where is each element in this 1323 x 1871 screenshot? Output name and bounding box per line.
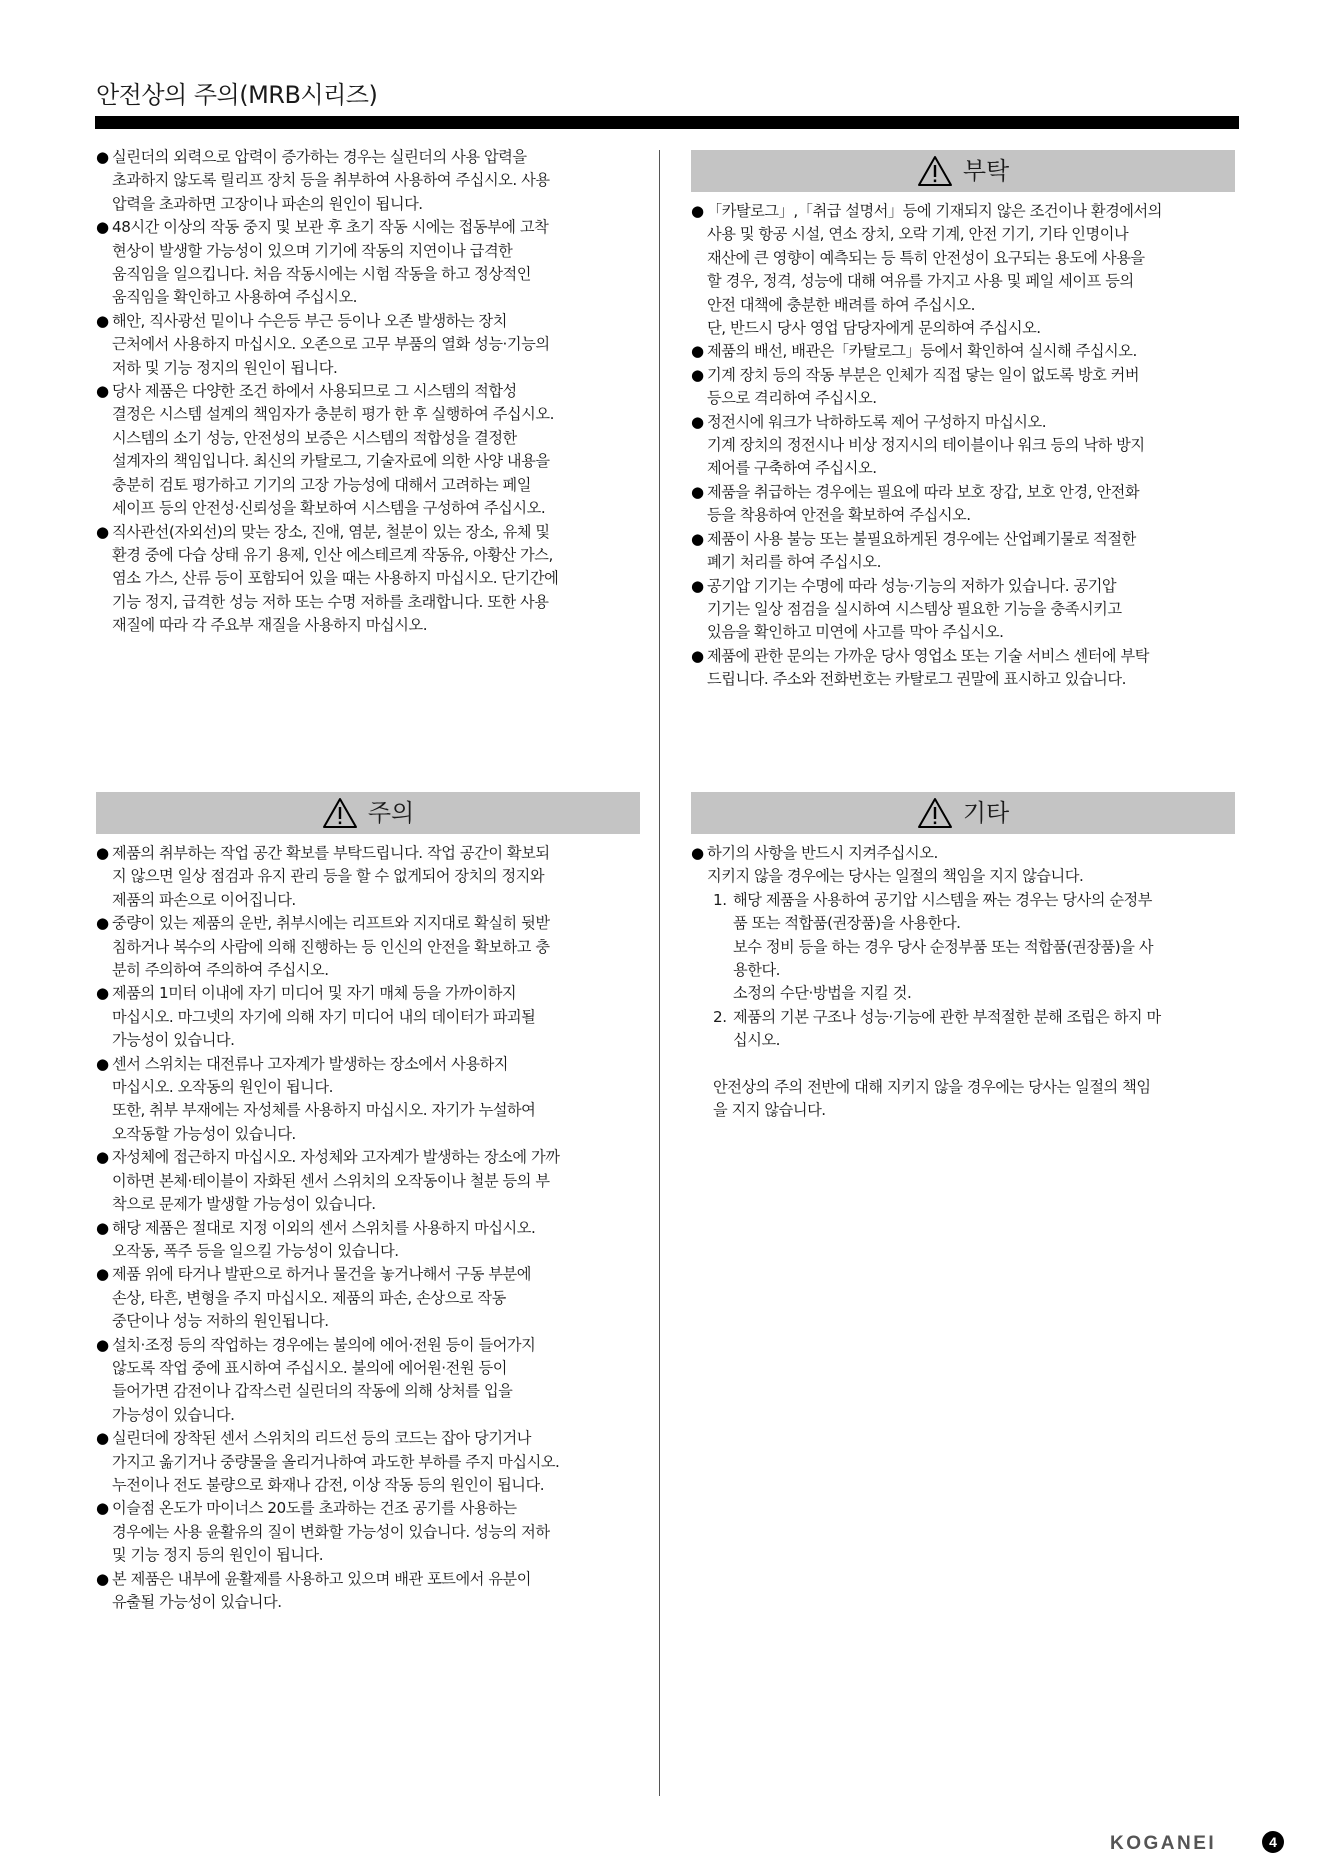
bullet-icon: ●	[691, 412, 704, 431]
other-closing: 안전상의 주의 전반에 대해 지키지 않을 경우에는 당사는 일절의 책임 을 지지 않습니다.	[713, 1077, 1151, 1120]
svg-text:KOGANEI: KOGANEI	[1110, 1833, 1217, 1851]
list-item: ● 제품을 취급하는 경우에는 필요에 따라 보호 장갑, 보호 안경, 안전화 등을 착용하여 안전을 확보하여 주십시오.	[691, 482, 1140, 525]
list-item: ● 「카탈로그」,「취급 설명서」등에 기재되지 않은 조건이나 환경에서의 사용 및 항공 시설, 연소 장치, 오락 기계, 안전 기기, 기타 인명이나 재산에 큰 영향이 예측되는 등 특히 안전성이 요구되는 용도에 사용을 할 경우, 정격, 성능에 대해 여유를 가지고 사용 및 페일 세이프 등의 안전 대책에 충분한 배려를 하여 주십시오. 단, 반드시 당사 영업 담당자에게 문의하여 주십시오.	[691, 202, 1162, 338]
warning-triangle-icon	[322, 797, 358, 829]
request-list	[691, 200, 1235, 692]
left-top-section	[96, 146, 640, 638]
list-item: ● 실린더에 장착된 센서 스위치의 리드선 등의 코드는 잡아 당기거나 가지고 옮기거나 중량물을 올리거나하여 과도한 부하를 주지 마십시오. 누전이나 전도 불량으로 화재나 감전, 이상 작동 등의 원인이 됩니다.	[96, 1429, 560, 1494]
column-divider	[659, 150, 660, 1796]
list-item: ● 직사관선(자외선)의 맞는 장소, 진애, 염분, 철분이 있는 장소, 유체 및 환경 중에 다습 상태 유기 용제, 인산 에스테르계 작동유, 아황산 가스, 염소 가스, 산류 등이 포함되어 있을 때는 사용하지 마십시오. 단기간에 기능 정지, 급격한 성능 저하 또는 수명 저하를 초래합니다. 또한 사용 재질에 따라 각 주요부 재질을 사용하지 마십시오.	[96, 522, 559, 635]
list-item: ● 정전시에 워크가 낙하하도록 제어 구성하지 마십시오. 기계 장치의 정전시나 비상 정지시의 테이블이나 워크 등의 낙하 방지 제어를 구축하여 주십시오.	[691, 412, 1145, 478]
bullet-icon: ●	[96, 1218, 109, 1237]
bullet-icon: ●	[691, 202, 704, 220]
list-item: ● 제품의 취부하는 작업 공간 확보를 부탁드립니다. 작업 공간이 확보되 지 않으면 일상 점검과 유지 관리 등을 할 수 없게되어 장치의 정지와 제품의 파손으로 이어집니다.	[96, 844, 550, 909]
bullet-icon: ●	[96, 218, 109, 237]
bullet-icon: ●	[96, 1499, 109, 1518]
bullet-icon: ●	[96, 844, 109, 862]
bullet-icon: ●	[691, 576, 704, 595]
other-title: 기타	[962, 799, 1010, 827]
bullet-icon: ●	[96, 311, 109, 330]
other-intro-note: 지키지 않을 경우에는 당사는 일절의 책임을 지지 않습니다.	[707, 867, 1084, 886]
list-item: ● 제품 위에 타거나 발판으로 하거나 물건을 놓거나해서 구동 부분에 손상, 타흔, 변형을 주지 마십시오. 제품의 파손, 손상으로 작동 중단이나 성능 저하의 원인됩니다.	[96, 1265, 531, 1331]
caution-list	[96, 842, 640, 1614]
bullet-icon: ●	[96, 1335, 109, 1354]
bullet-icon: ●	[96, 1569, 109, 1588]
list-item: ● 본 제품은 내부에 윤활제를 사용하고 있으며 배관 포트에서 유분이 유출될 가능성이 있습니다.	[96, 1569, 531, 1611]
bullet-icon: ●	[96, 522, 109, 541]
request-section	[691, 150, 1235, 692]
bullet-icon: ●	[96, 1429, 109, 1448]
warning-triangle-icon	[917, 797, 953, 829]
numbered-item: 1. 해당 제품을 사용하여 공기압 시스템을 짜는 경우는 당사의 순정부 품 또는 적합품(권장품)을 사용한다. 보수 정비 등을 하는 경우 당사 순정부품 또는 적합품(권장품)을 사 용한다. 소정의 수단·방법을 지킬 것.	[713, 890, 1154, 1003]
koganei-logo	[1110, 1833, 1252, 1851]
page-title: 안전상의 주의(MRB시리즈)	[96, 81, 378, 109]
caution-section	[96, 792, 640, 1614]
list-item: ● 제품에 관한 문의는 가까운 당사 영업소 또는 기술 서비스 센터에 부탁 드립니다. 주소와 전화번호는 카탈로그 권말에 표시하고 있습니다.	[691, 646, 1149, 689]
list-item: ● 제품이 사용 불능 또는 불필요하게된 경우에는 산업폐기물로 적절한 폐기 처리를 하여 주십시오.	[691, 529, 1136, 572]
list-item: ● 제품의 배선, 배관은「카탈로그」등에서 확인하여 실시해 주십시오.	[691, 340, 1235, 363]
bullet-icon: ●	[691, 646, 704, 665]
list-item: ● 이슬점 온도가 마이너스 20도를 초과하는 건조 공기를 사용하는 경우에는 사용 윤활유의 질이 변화할 가능성이 있습니다. 성능의 저하 및 기능 정지 등의 원인이 됩니다.	[96, 1499, 550, 1565]
bullet-icon: ●	[691, 342, 704, 361]
bullet-icon: ●	[96, 382, 109, 401]
bullet-icon: ●	[96, 1054, 109, 1073]
other-section	[691, 792, 1235, 1122]
footer	[1110, 1831, 1284, 1853]
numbered-item: 2. 제품의 기본 구조나 성능·기능에 관한 부적절한 분해 조립은 하지 마 십시오.	[713, 1007, 1161, 1050]
bullet-icon: ●	[96, 148, 109, 166]
page-number: 4	[1262, 1831, 1284, 1853]
request-title: 부탁	[962, 157, 1010, 185]
bullet-icon: ●	[691, 365, 704, 384]
other-header	[691, 792, 1235, 834]
list-item: ● 센서 스위치는 대전류나 고자계가 발생하는 장소에서 사용하지 마십시오. 오작동의 원인이 됩니다. 또한, 취부 부재에는 자성체를 사용하지 마십시오. 자기가 누설하여 오작동할 가능성이 있습니다.	[96, 1054, 536, 1143]
bullet-icon: ●	[691, 482, 704, 501]
list-item: ● 해당 제품은 절대로 지정 이외의 센서 스위치를 사용하지 마십시오. 오작동, 폭주 등을 일으킬 가능성이 있습니다.	[96, 1218, 536, 1260]
title-rule	[95, 116, 1239, 129]
caution-title: 주의	[367, 799, 415, 827]
bullet-icon: ●	[96, 914, 109, 933]
list-item: ● 해안, 직사광선 밑이나 수은등 부근 등이나 오존 발생하는 장치 근처에서 사용하지 마십시오. 오존으로 고무 부품의 열화 성능·기능의 저하 및 기능 정지의 원인이 됩니다.	[96, 311, 550, 377]
list-item: ● 실린더의 외력으로 압력이 증가하는 경우는 실린더의 사용 압력을 초과하지 않도록 릴리프 장치 등을 취부하여 사용하여 주십시오. 사용 압력을 초과하면 고장이나 파손의 원인이 됩니다.	[96, 148, 550, 213]
list-item: ● 하기의 사항을 반드시 지켜주십시오.	[691, 842, 1235, 865]
left-top-list	[96, 146, 640, 638]
item-number: 2.	[713, 1007, 727, 1026]
list-item: ● 제품의 1미터 이내에 자기 미디어 및 자기 매체 등을 가까이하지 마십시오. 마그넷의 자기에 의해 자기 미디어 내의 데이터가 파괴될 가능성이 있습니다.	[96, 984, 536, 1050]
bullet-icon: ●	[96, 1148, 109, 1167]
bullet-icon: ●	[691, 529, 704, 548]
bullet-icon: ●	[691, 844, 704, 862]
list-item: ● 설치·조정 등의 작업하는 경우에는 불의에 에어·전원 등이 들어가지 않도록 작업 중에 표시하여 주십시오. 불의에 에어원·전원 등이 들어가면 감전이나 갑작스런 실린더의 작동에 의해 상처를 입을 가능성이 있습니다.	[96, 1335, 536, 1424]
list-item: ● 기계 장치 등의 작동 부분은 인체가 직접 닿는 일이 없도록 방호 커버 등으로 격리하여 주십시오.	[691, 365, 1140, 408]
caution-header	[96, 792, 640, 834]
item-number: 1.	[713, 890, 727, 909]
bullet-icon: ●	[96, 984, 109, 1003]
request-header	[691, 150, 1235, 192]
other-list	[691, 842, 1235, 1122]
bullet-icon: ●	[96, 1265, 109, 1284]
list-item: ● 자성체에 접근하지 마십시오. 자성체와 고자계가 발생하는 장소에 가까 이하면 본체·테이블이 자화된 센서 스위치의 오작동이나 철분 등의 부 착으로 문제가 발생할 가능성이 있습니다.	[96, 1148, 560, 1214]
warning-triangle-icon	[917, 155, 953, 187]
list-item: ● 중량이 있는 제품의 운반, 취부시에는 리프트와 지지대로 확실히 뒷받 침하거나 복수의 사람에 의해 진행하는 등 인신의 안전을 확보하고 충 분히 주의하여 주의하여 주십시오.	[96, 914, 550, 980]
list-item: ● 공기압 기기는 수명에 따라 성능·기능의 저하가 있습니다. 공기압 기기는 일상 점검을 실시하여 시스템상 필요한 기능을 충족시키고 있음을 확인하고 미연에 사고를 막아 주십시오.	[691, 576, 1122, 642]
list-item: ● 당사 제품은 다양한 조건 하에서 사용되므로 그 시스템의 적합성 결정은 시스템 설계의 책임자가 충분히 평가 한 후 실행하여 주십시오. 시스템의 소기 성능, 안전성의 보증은 시스템의 적합성을 결정한 설계자의 책임입니다. 최신의 카탈로그, 기술자료에 의한 사양 내용을 충분히 검토 평가하고 기기의 고장 가능성에 대해서 고려하는 페일 세이프 등의 안전성·신뢰성을 확보하여 시스템을 구성하여 주십시오.	[96, 382, 554, 518]
list-item: ● 48시간 이상의 작동 중지 및 보관 후 초기 작동 시에는 접동부에 고착 현상이 발생할 가능성이 있으며 기기에 작동의 지연이나 급격한 움직임을 일으킵니다. 처음 작동시에는 시험 작동을 하고 정상적인 움직임을 확인하고 사용하여 주십시오.	[96, 218, 549, 307]
